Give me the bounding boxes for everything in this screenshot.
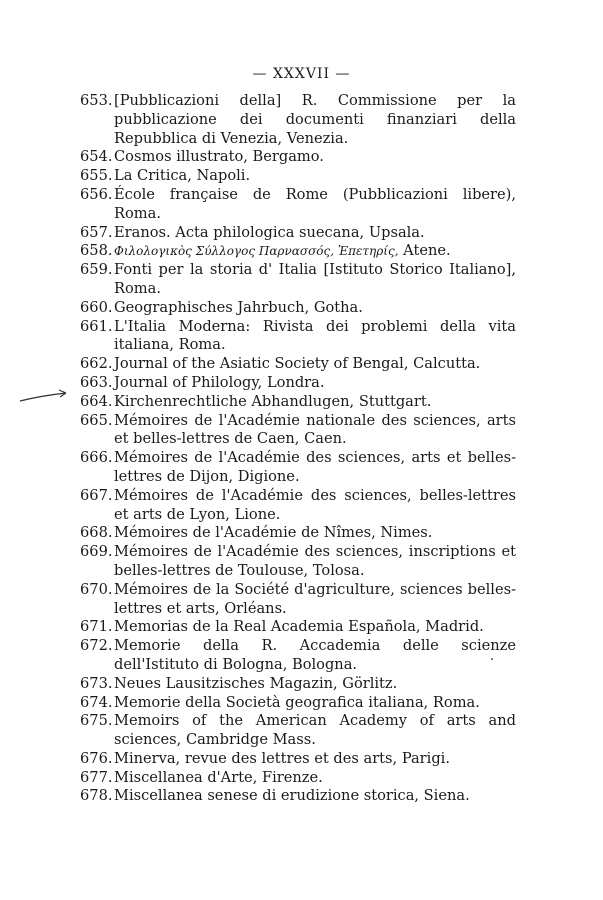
entry-677 (80, 769, 516, 788)
entry-text: Memorias de la Real Academia Española, Madrid. (114, 618, 484, 636)
entry-665 (80, 412, 516, 450)
entry-number: 653. (80, 92, 113, 109)
entry-place: Atene. (398, 242, 451, 260)
entry-text: Cosmos illustrato, Bergamo. (114, 148, 324, 166)
entry-text: Miscellanea d'Arte, Firenze. (114, 768, 323, 786)
entry-666 (80, 449, 516, 487)
entry-673 (80, 675, 516, 694)
entry-675 (80, 712, 516, 750)
entry-number: 657. (80, 223, 113, 241)
entry-number: 672. (80, 637, 113, 655)
entry-text: Minerva, revue des lettres et des arts, Parigi. (114, 749, 450, 767)
entry-number: 670. (80, 580, 113, 598)
entry-text: Neues Lausitzisches Magazin, Görlitz. (114, 674, 398, 692)
entry-number: 659. (80, 261, 113, 279)
entry-number: 677. (80, 768, 113, 786)
entry-659 (80, 261, 516, 299)
entry-667 (80, 487, 516, 525)
entry-text: École française de Rome (Pubblicazioni libere), Roma. (114, 185, 516, 222)
entry-656 (80, 186, 516, 224)
entry-663 (80, 374, 516, 393)
entry-number: 668. (80, 524, 113, 542)
entry-number: 664. (80, 392, 113, 410)
entry-text (114, 242, 516, 261)
entry-653 (80, 92, 516, 148)
entry-number: 661. (80, 317, 113, 335)
entry-text: Geographisches Jahrbuch, Gotha. (114, 298, 363, 316)
entry-text: Kirchenrechtliche Abhandlugen, Stuttgart. (114, 392, 432, 410)
entry-text: Mémoires de l'Académie de Nîmes, Nimes. (114, 524, 433, 542)
entry-670 (80, 581, 516, 619)
entry-676 (80, 750, 516, 769)
entry-text: [Pubblicazioni della] R. Commissione per la pubblicazione dei documenti finanziari della Repubblica di Venezia, Venezia. (114, 92, 516, 147)
entry-text: Memoirs of the American Academy of arts and sciences, Cambridge Mass. (114, 712, 516, 749)
entry-number: 658. (80, 242, 113, 260)
entry-number: 673. (80, 674, 113, 692)
entry-text: Mémoires de la Société d'agriculture, sciences belles-lettres et arts, Orléans. (114, 580, 516, 617)
entry-664 (80, 393, 516, 412)
pencil-arrow-mark (18, 389, 68, 409)
entry-text: Eranos. Acta philologica suecana, Upsala. (114, 223, 425, 241)
entry-text: Journal of Philology, Londra. (114, 373, 325, 391)
entry-text: Journal of the Asiatic Society of Bengal, Calcutta. (114, 355, 481, 373)
entry-text: La Critica, Napoli. (114, 167, 251, 185)
entry-number: 674. (80, 693, 113, 711)
entry-number: 675. (80, 712, 113, 730)
entry-number: 660. (80, 298, 113, 316)
entry-657 (80, 224, 516, 243)
entry-number: 671. (80, 618, 113, 636)
entry-number: 655. (80, 167, 113, 185)
entry-number: 666. (80, 449, 113, 467)
entry-text: Mémoires de l'Académie nationale des sciences, arts et belles-lettres de Caen, Caen. (114, 411, 516, 448)
entry-661 (80, 318, 516, 356)
entry-number: 663. (80, 373, 113, 391)
entry-669 (80, 543, 516, 581)
entry-678 (80, 787, 516, 806)
entry-text: L'Italia Moderna: Rivista dei problemi della vita italiana, Roma. (114, 317, 516, 354)
entry-list (80, 92, 516, 806)
entry-text: Mémoires de l'Académie des sciences, belles-lettres et arts de Lyon, Lione. (114, 486, 516, 523)
entry-text: Memorie della R. Accademia delle scienze dell'Istituto di Bologna, Bologna. (114, 637, 516, 673)
entry-number: 654. (80, 148, 113, 166)
entry-number: 667. (80, 486, 113, 504)
entry-672 (80, 637, 516, 675)
entry-655 (80, 167, 516, 186)
entry-number: 662. (80, 355, 113, 373)
greek-title: Φιλολογικὸς Σύλλογος Παρνασσός, Ἐπετηρίς, (114, 244, 399, 259)
entry-660 (80, 299, 516, 318)
entry-662 (80, 355, 516, 374)
entry-number: 678. (80, 787, 113, 805)
entry-number: 665. (80, 411, 113, 429)
entry-number: 669. (80, 543, 113, 561)
entry-text: Fonti per la storia d' Italia [Istituto Storico Italiano], Roma. (114, 261, 516, 297)
entry-text: Mémoires de l'Académie des sciences, inscriptions et belles-lettres de Toulouse, Tolosa. (114, 543, 516, 579)
entry-number: 656. (80, 185, 113, 203)
entry-668 (80, 524, 516, 543)
entry-text: Miscellanea senese di erudizione storica, Siena. (114, 787, 470, 805)
entry-671 (80, 618, 516, 637)
entry-654 (80, 148, 516, 167)
entry-674 (80, 694, 516, 713)
entry-number: 676. (80, 749, 113, 767)
entry-text: Memorie della Società geografica italiana, Roma. (114, 693, 480, 711)
entry-658 (80, 242, 516, 261)
page-folio: — XXXVII — (252, 66, 351, 82)
entry-text: Mémoires de l'Académie des sciences, arts et belles-lettres de Dijon, Digione. (114, 449, 516, 485)
